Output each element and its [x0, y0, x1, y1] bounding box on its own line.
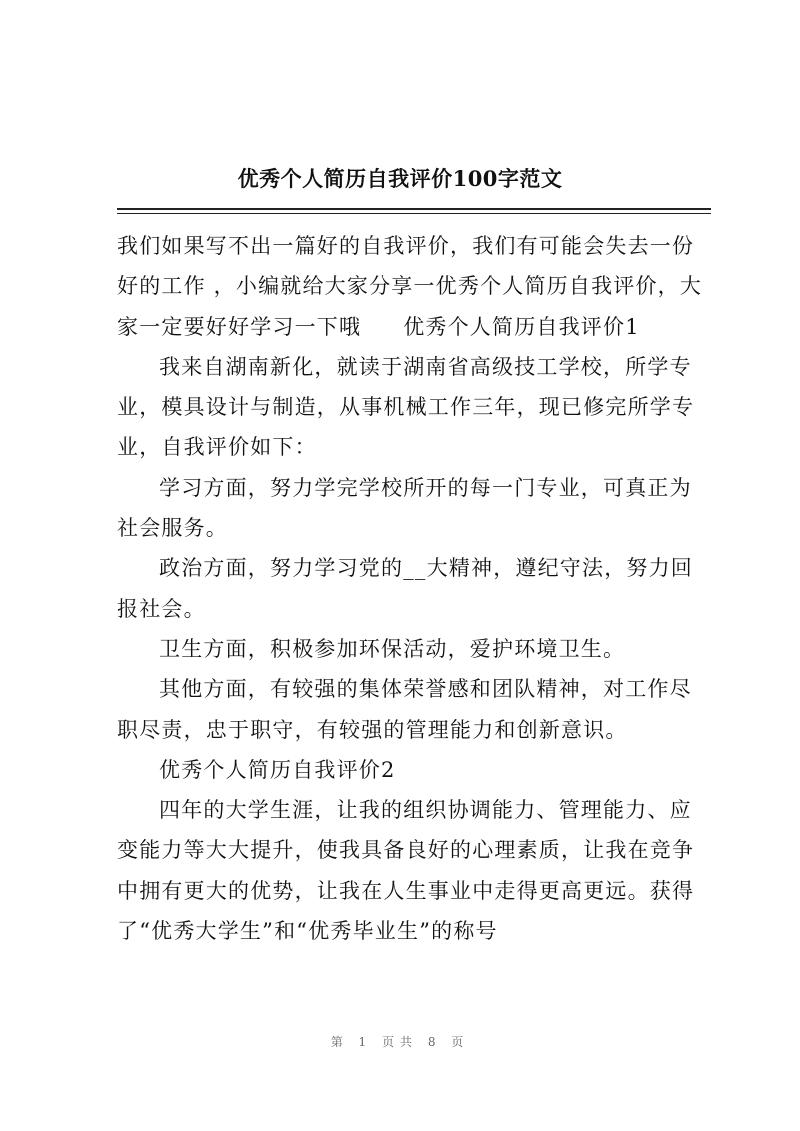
section-heading-2: 优秀个人简历自我评价2	[159, 757, 396, 782]
body-paragraph: 其他方面，有较强的集体荣誉感和团队精神，对工作尽职尽责，忠于职守，有较强的管理能力和创新意识。	[117, 677, 692, 742]
body-paragraph: 学习方面，努力学完学校所开的每一门专业，可真正为社会服务。	[117, 475, 692, 541]
body-paragraph: 政治方面，努力学习党的__大精神，遵纪守法，努力回报社会。	[117, 556, 693, 621]
body-paragraph: 卫生方面，积极参加环保活动，爱护环境卫生。	[159, 636, 626, 661]
intro-paragraph	[117, 226, 713, 347]
title-divider-thick	[117, 208, 711, 210]
body-paragraph: 我来自湖南新化，就读于湖南省高级技工学校，所学专业，模具设计与制造，从事机械工作三年，现已修完所学专业，自我评价如下：	[117, 354, 695, 460]
document-body	[117, 226, 713, 951]
body-paragraph: 四年的大学生涯，让我的组织协调能力、管理能力、应变能力等大大提升，使我具备良好的心理素质，让我在竞争中拥有更大的优势，让我在人生事业中走得更高更远。获得了“优秀大学生”和“优秀毕业生”的称号	[117, 798, 695, 944]
intro-text: 我们如果写不出一篇好的自我评价，我们有可能会失去一份好的工作 ，小编就给大家分享一优秀个人简历自我评价，大家一定要好好学习一下哦	[117, 234, 703, 339]
page-number-footer: 第 1 页共 8 页	[330, 1035, 470, 1049]
document-title: 优秀个人简历自我评价100字范文	[237, 166, 563, 191]
title-divider-thin	[117, 213, 711, 214]
section-heading-1: 优秀个人简历自我评价1	[403, 314, 640, 339]
